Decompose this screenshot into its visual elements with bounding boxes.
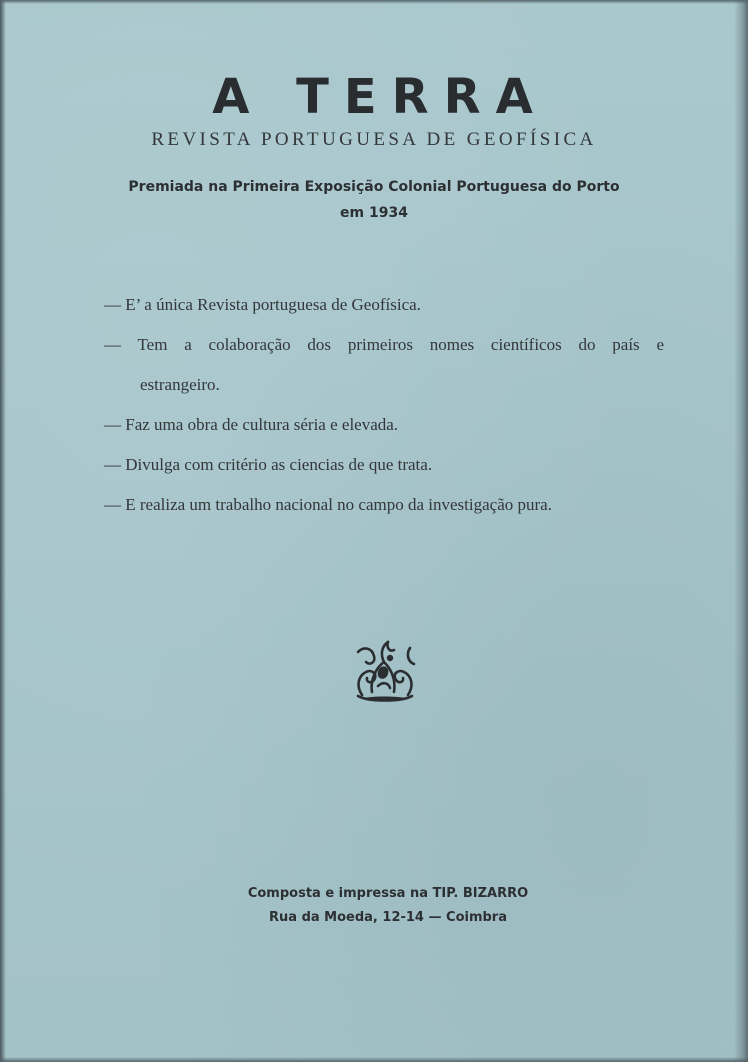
imprint-line-2: Rua da Moeda, 12-14 — Coimbra: [269, 910, 507, 925]
feature-item: — Faz uma obra de cultura séria e elevada.: [104, 415, 399, 434]
feature-item: — E’ a única Revista portuguesa de Geofísica.: [104, 295, 421, 314]
page-edge-top: [0, 0, 748, 4]
journal-title: A TERRA: [212, 69, 548, 125]
feature-item: — E realiza um trabalho nacional no campo da investigação pura.: [104, 495, 552, 514]
feature-item: — Divulga com critério as ciencias de que trata.: [104, 455, 433, 474]
award-line-1: Premiada na Primeira Exposição Colonial Portuguesa do Porto: [128, 179, 620, 195]
printer-imprint: [0, 882, 748, 930]
feature-list: [104, 285, 664, 525]
journal-subtitle: REVISTA PORTUGUESA DE GEOFÍSICA: [151, 129, 597, 150]
award-line-2: em 1934: [340, 205, 408, 221]
masthead: [0, 68, 748, 226]
feature-item-continuation: estrangeiro.: [140, 375, 220, 394]
imprint-line-1: Composta e impressa na TIP. BIZARRO: [247, 886, 529, 901]
printer-mark-ornament-icon: [350, 638, 420, 704]
award-note: [0, 174, 748, 226]
feature-item: — Tem a colaboração dos primeiros nomes científicos do país e: [104, 335, 664, 354]
page-edge-bottom: [0, 1057, 748, 1062]
